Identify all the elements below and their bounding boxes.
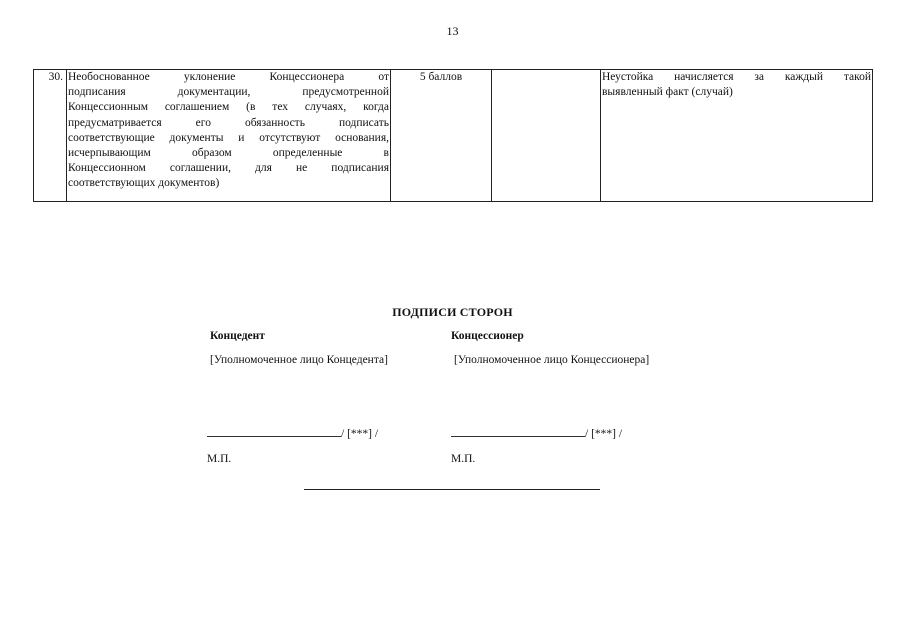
note-line: выявленный факт (случай) [602,86,733,99]
description-line: Необоснованное уклонение Концессионера от [68,71,389,83]
row-empty-cell [492,70,601,202]
penalties-table [33,69,873,202]
note-line: Неустойка начисляется за каждый такой [602,71,871,83]
left-name-placeholder: / [***] / [341,428,379,440]
description-line: Концессионным соглашением (в тех случаях, когда [68,101,389,114]
page-number: 13 [446,24,459,38]
description-line: исчерпывающим образом определенные в [68,147,389,160]
row-note [601,70,873,202]
row-description [67,70,391,202]
right-signature-line [451,436,585,437]
table-row [34,70,873,202]
signatures-title: ПОДПИСИ СТОРОН [392,305,513,319]
right-party-label: Концессионер [451,330,524,342]
right-name-placeholder: / [***] / [585,428,623,440]
left-seal-label: М.П. [207,453,232,465]
description-line: соответствующие документы и отсутствуют основания, [68,131,389,144]
left-signature-block [207,428,378,440]
left-party-label: Концедент [210,330,265,342]
description-line: Концессионном соглашении, для не подписания [68,162,389,175]
description-line: предусматривается его обязанность подписать [68,116,389,129]
row-number: 30. [34,70,67,202]
description-line: соответствующих документов) [68,177,220,190]
description-line: подписания документации, предусмотренной [68,86,389,99]
right-signature-block [451,428,622,440]
row-points: 5 баллов [391,70,492,202]
right-seal-label: М.П. [451,453,476,465]
left-signature-line [207,436,341,437]
right-representative: [Уполномоченное лицо Концессионера] [454,354,650,366]
bottom-divider [304,489,600,490]
left-representative: [Уполномоченное лицо Концедента] [210,354,388,366]
